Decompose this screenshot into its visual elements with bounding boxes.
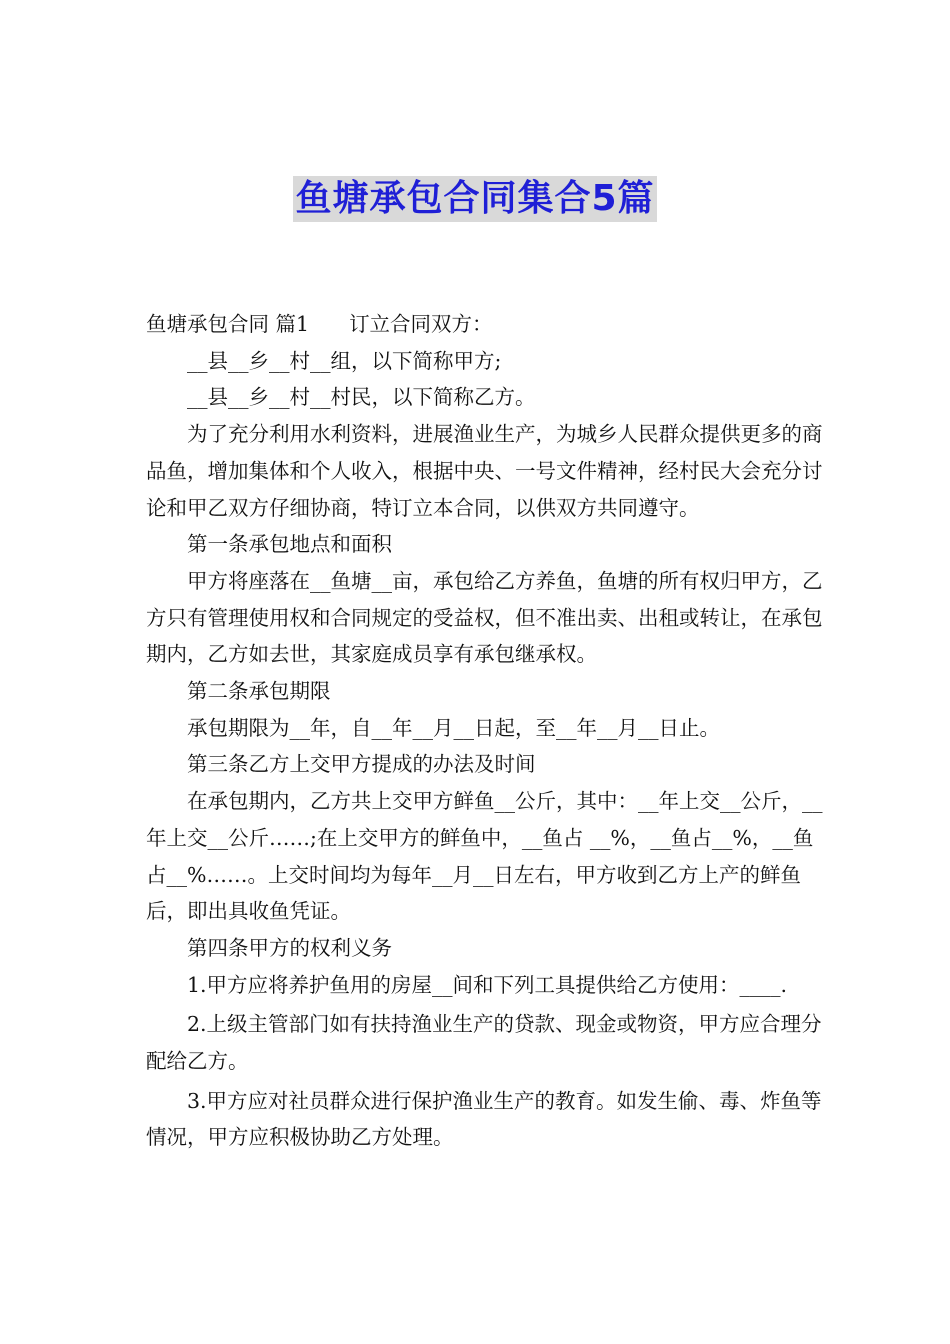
article-2-paragraph: 承包期限为__年，自__年__月__日起，至__年__月__日止。 xyxy=(187,715,720,740)
title-wrapper xyxy=(0,176,950,222)
article-2-heading: 第二条承包期限 xyxy=(187,679,331,704)
contract-heading: 鱼塘承包合同 篇1 xyxy=(146,312,310,336)
preamble-paragraph: 为了充分利用水利资料，进展渔业生产，为城乡人民群众提供更多的商品鱼，增加集体和个人收入，根据中央、一号文件精神，经村民大会充分讨论和甲乙双方仔细协商，特订立本合同，以供双方共同遵守。 xyxy=(146,422,823,520)
party-b-line: __县__乡__村__村民，以下简称乙方。 xyxy=(187,385,536,410)
document-body xyxy=(146,306,826,1156)
article-1-heading: 第一条承包地点和面积 xyxy=(187,532,392,557)
article-1-paragraph: 甲方将座落在__鱼塘__亩，承包给乙方养鱼，鱼塘的所有权归甲方，乙方只有管理使用权和合同规定的受益权，但不准出卖、出租或转让，在承包期内，乙方如去世，其家庭成员享有承包继承权。 xyxy=(146,568,823,667)
article-4-item-2: 2.上级主管部门如有扶持渔业生产的贷款、现金或物资，甲方应合理分配给乙方。 xyxy=(146,1012,822,1074)
article-3-heading: 第三条乙方上交甲方提成的办法及时间 xyxy=(187,752,536,777)
opening-line xyxy=(146,306,826,343)
article-3-paragraph: 在承包期内，乙方共上交甲方鲜鱼__公斤，其中：__年上交__公斤，__年上交__公斤……;在上交甲方的鲜鱼中，__鱼占 __%，__鱼占__%，__鱼占__%……。上交时间均为每年__月__日左右，甲方收到乙方上产的鲜鱼后，即出具收鱼凭证。 xyxy=(146,789,823,924)
article-4-heading: 第四条甲方的权利义务 xyxy=(187,935,392,960)
party-a-line: __县__乡__村__组，以下简称甲方; xyxy=(187,348,502,373)
contract-lead: 订立合同双方： xyxy=(349,312,493,336)
article-4-item-3: 3.甲方应对社员群众进行保护渔业生产的教育。如发生偷、毒、炸鱼等情况，甲方应积极协助乙方处理。 xyxy=(146,1088,822,1150)
document-title: 鱼塘承包合同集合5篇 xyxy=(293,176,656,222)
article-4-item-1: 1.甲方应将养护鱼用的房屋__间和下列工具提供给乙方使用：____. xyxy=(187,972,788,997)
